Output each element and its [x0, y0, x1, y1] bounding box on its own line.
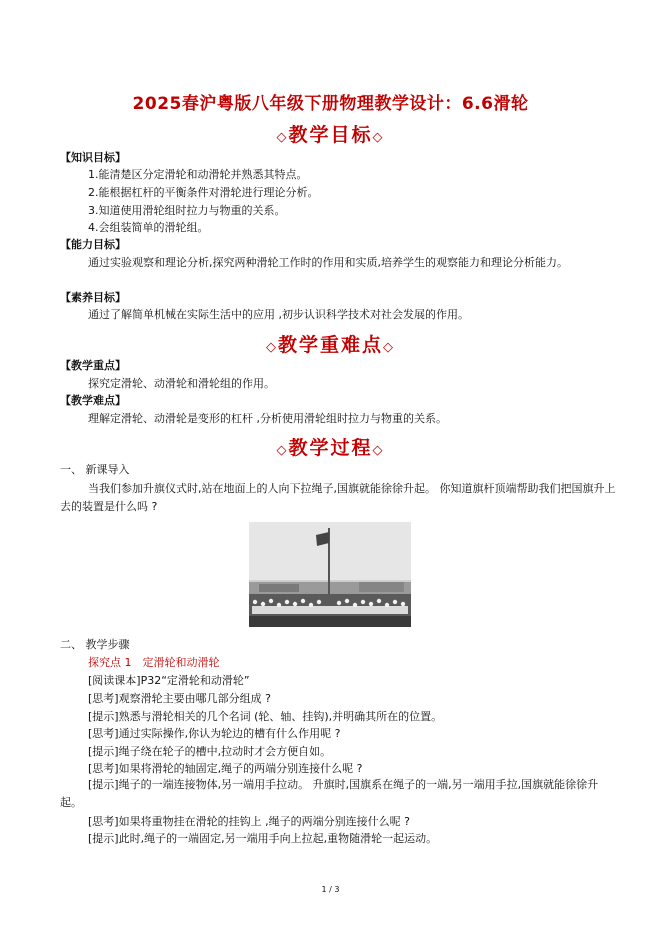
diamond-icon: ◇	[383, 340, 395, 355]
knowledge-goal-item: 1.能清楚区分定滑轮和动滑轮并熟悉其特点。	[88, 168, 308, 181]
step-line: [思考]通过实际操作,你认为轮边的槽有什么作用呢 ?	[88, 727, 341, 740]
section-heading-goals	[0, 120, 661, 147]
knowledge-goal-item: 2.能根据杠杆的平衡条件对滑轮进行理论分析。	[88, 186, 319, 199]
step-line: [提示]绳子绕在轮子的槽中,拉动时才会方便自如。	[88, 745, 332, 758]
step-line: [阅读课本]P32“定滑轮和动滑轮”	[88, 674, 250, 687]
step-line: [提示]熟悉与滑轮相关的几个名词 (轮、轴、挂钩),并明确其所在的位置。	[88, 710, 443, 723]
section-heading-process	[0, 433, 661, 460]
diamond-icon: ◇	[372, 130, 385, 145]
section-heading-keypoints	[0, 330, 661, 357]
diamond-icon: ◇	[372, 443, 385, 458]
ability-goal-text: 通过实验观察和理论分析,探究两种滑轮工作时的作用和实质,培养学生的观察能力和理论分析能力。	[88, 256, 568, 269]
page-number: 1 / 3	[321, 885, 340, 894]
explore-point-heading: 探究点 1 定滑轮和动滑轮	[88, 656, 220, 669]
steps-heading: 二、 教学步骤	[60, 638, 130, 651]
hint-long-text: [提示]绳子的一端连接物体,另一端用手拉动。 升旗时,国旗系在绳子的一端,另一端用手拉,国旗就能徐徐升起。	[60, 778, 599, 809]
difficulty-text: 理解定滑轮、动滑轮是变形的杠杆 ,分析使用滑轮组时拉力与物重的关系。	[88, 412, 447, 425]
section-heading-text: 教学过程	[288, 437, 373, 459]
knowledge-goal-label: 【知识目标】	[60, 151, 126, 164]
diamond-icon: ◇	[276, 443, 289, 458]
step-line: [思考]如果将滑轮的轴固定,绳子的两端分别连接什么呢 ?	[88, 762, 363, 775]
diamond-icon: ◇	[265, 340, 278, 355]
literacy-goal-text: 通过了解简单机械在实际生活中的应用 ,初步认识科学技术对社会发展的作用。	[88, 308, 469, 321]
section-heading-text: 教学目标	[288, 124, 373, 146]
flag-raising-photo	[249, 522, 411, 627]
section-heading-text: 教学重难点	[277, 334, 383, 356]
document-title: 2025春沪粤版八年级下册物理教学设计：6.6滑轮	[132, 94, 529, 114]
step-line: [思考]观察滑轮主要由哪几部分组成 ?	[88, 692, 271, 705]
step-line: [提示]此时,绳子的一端固定,另一端用手向上拉起,重物随滑轮一起运动。	[88, 832, 438, 845]
ability-goal-label: 【能力目标】	[60, 238, 126, 251]
difficulty-label: 【教学难点】	[60, 394, 126, 407]
flag-raising-illustration	[249, 522, 411, 627]
intro-heading: 一、 新课导入	[60, 463, 130, 476]
step-line: [思考]如果将重物挂在滑轮的挂钩上 ,绳子的两端分别连接什么呢 ?	[88, 815, 410, 828]
diamond-icon: ◇	[276, 130, 289, 145]
knowledge-goal-item: 4.会组装简单的滑轮组。	[88, 221, 209, 234]
literacy-goal-label: 【素养目标】	[60, 291, 126, 304]
intro-text: 当我们参加升旗仪式时,站在地面上的人向下拉绳子,国旗就能徐徐升起。 你知道旗杆顶端帮助我们把国旗升上去的装置是什么吗 ?	[60, 482, 616, 513]
knowledge-goal-item: 3.知道使用滑轮组时拉力与物重的关系。	[88, 204, 286, 217]
focus-label: 【教学重点】	[60, 359, 126, 372]
focus-text: 探究定滑轮、动滑轮和滑轮组的作用。	[88, 377, 275, 390]
